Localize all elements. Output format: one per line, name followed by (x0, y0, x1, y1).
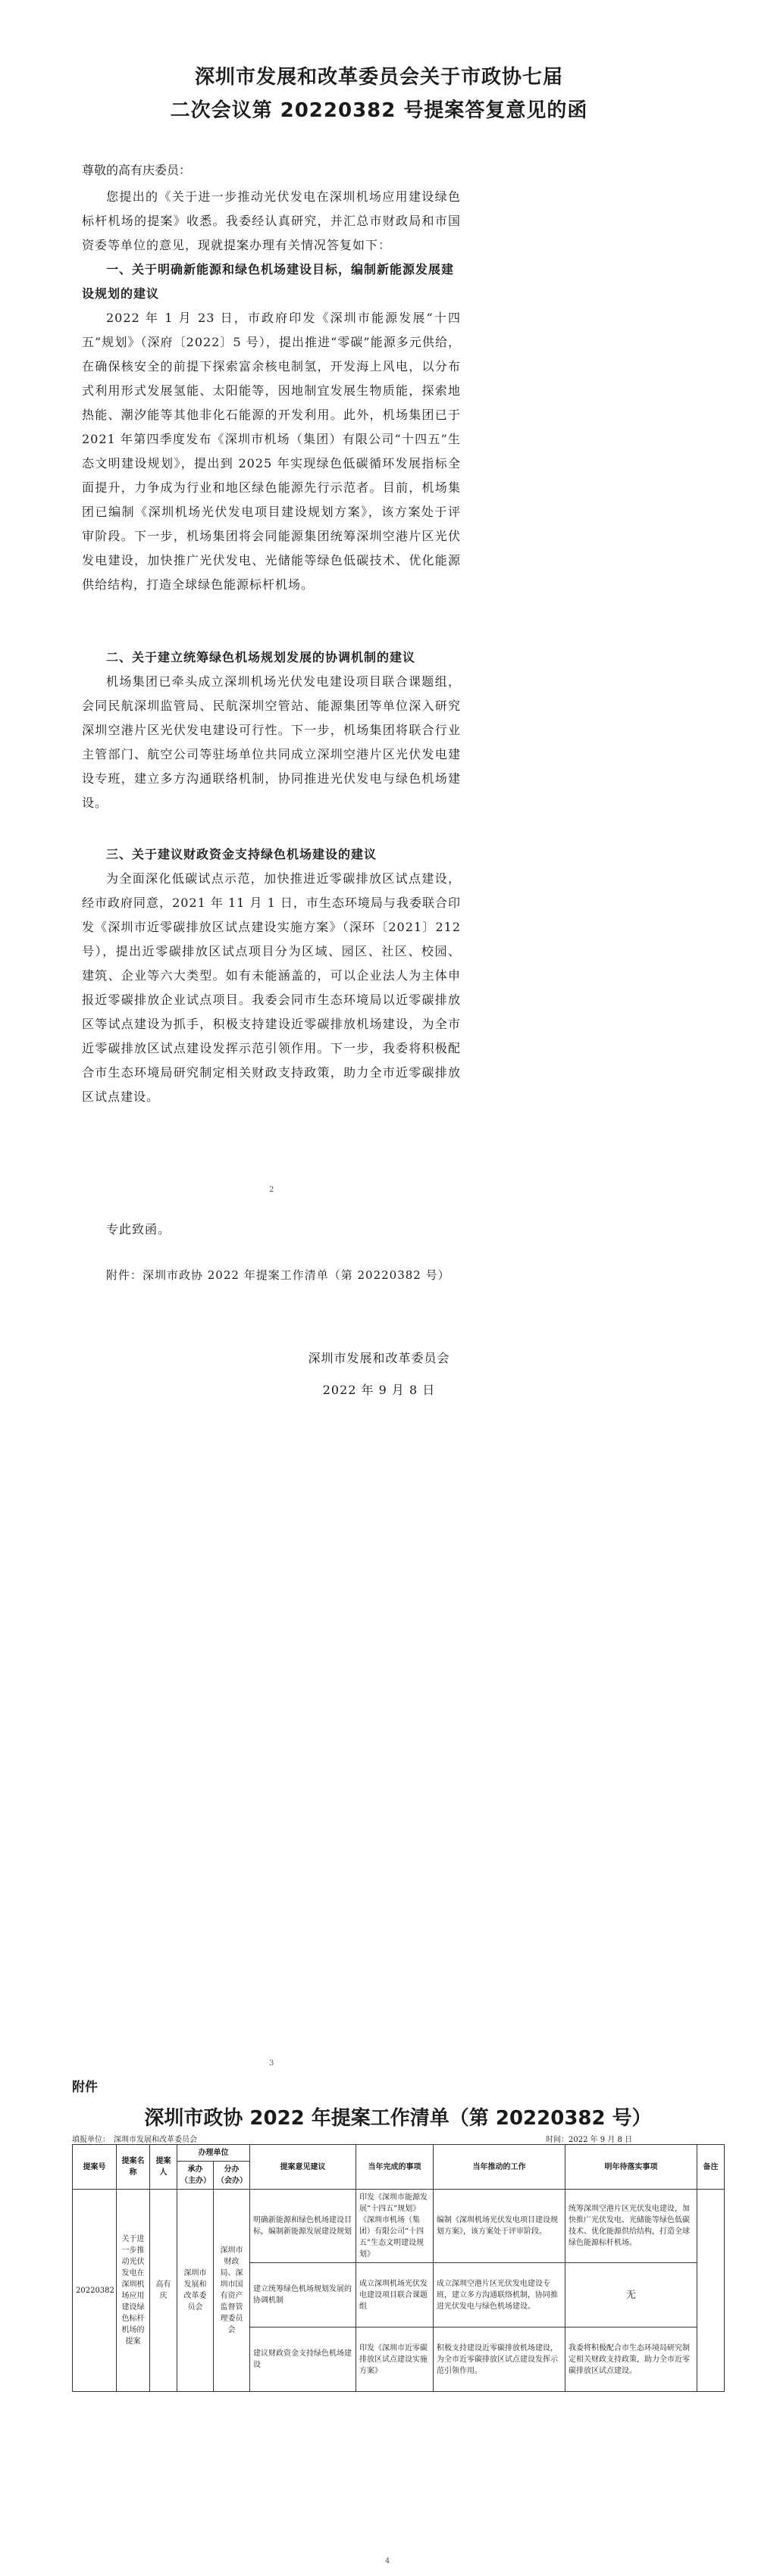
heading-1: 一、关于明确新能源和绿色机场建设目标，编制新能源发展建设规划的建议 (82, 262, 455, 301)
cell-host: 深圳市发展和改革委员会 (177, 2190, 214, 2392)
letter-title-line1: 深圳市发展和改革委员会关于市政协七届 (194, 66, 563, 89)
header-co: 分办（会办） (214, 2162, 250, 2190)
paragraph-3: 为全面深化低碳试点示范，加快推进近零碳排放区试点建设，经市政府同意，2021 年 11 月 1 日，市生态环境局与我委联合印发《深圳市近零碳排放区试点建设实施方案》（深环〔2021〕212 号），提出近零碳排放区试点项目分为区域、园区、社区、校园、建筑、企业等六大类型。如有未能涵盖的，可以企业法人为主体申报近零碳排放企业试点项目。我委会同市生态环境局以近零碳排放区等试点建设为抓手，积极支持建设近零碳排放机场建设，为全市近零碳排放区试点建设发挥示范引领作用。下一步，我委将积极配合市生态环境局研究制定相关财政支持政策，助力全市近零碳排放区试点建设。 (82, 871, 461, 1104)
attachment-label: 附件 (72, 2080, 98, 2095)
heading-3: 三、关于建议财政资金支持绿色机场建设的建议 (106, 847, 377, 861)
attachment-title: 深圳市政协 2022 年提案工作清单（第 20220382 号） (144, 2107, 652, 2130)
header-units: 办理单位 (177, 2145, 250, 2162)
attachment-note: 附件：深圳市政协 2022 年提案工作清单（第 20220382 号） (106, 1268, 450, 1282)
header-proposal-no: 提案号 (73, 2145, 117, 2190)
cell-proposer: 高有庆 (150, 2190, 177, 2392)
cell-proposal-title: 关于进一步推动光伏发电在深圳机场应用建设绿色标杆机场的提案 (117, 2190, 150, 2392)
cell-done: 印发《深圳市近零碳排放区试点建设实施方案》 (356, 2327, 434, 2392)
cell-next-year: 统筹深圳空港片区光伏发电建设，加快推广光伏发电、光储能等绿色低碳技术、优化能源供给结构，打造全球绿色能源标杆机场。 (565, 2190, 697, 2263)
cell-next-year: 无 (565, 2263, 697, 2327)
heading-2: 二、关于建立统筹绿色机场规划发展的协调机制的建议 (106, 650, 416, 664)
header-remark: 备注 (697, 2145, 725, 2190)
cell-remark (697, 2190, 725, 2392)
cell-done: 成立深圳机场光伏发电建设项目联合课题组 (356, 2263, 434, 2327)
cell-next-year: 我委将积极配合市生态环境局研究制定相关财政支持政策，助力全市近零碳排放区试点建设。 (565, 2327, 697, 2392)
proposal-work-table (72, 2144, 725, 2392)
cell-suggestion: 明确新能源和绿色机场建设目标，编制新能源发展建设规划 (250, 2190, 356, 2263)
cell-pushing: 成立深圳空港片区光伏发电建设专班，建立多方沟通联络机制，协同推进光伏发电与绿色机场建设。 (434, 2263, 565, 2327)
page-number-3: 3 (269, 2059, 274, 2068)
closing-text: 专此致函。 (106, 1222, 171, 1236)
fill-unit: 填报单位： 深圳市发展和改革委员会 (72, 2136, 197, 2144)
header-pushing: 当年推动的工作 (434, 2145, 565, 2190)
cell-co: 深圳市财政局、深圳市国有资产监督管理委员会 (214, 2190, 250, 2392)
page-number-4: 4 (385, 2557, 390, 2565)
cell-proposal-no: 20220382 (73, 2190, 117, 2392)
header-next-year: 明年待落实事项 (565, 2145, 697, 2190)
header-suggestion: 提案意见建议 (250, 2145, 356, 2190)
page-number-2: 2 (269, 1186, 274, 1194)
paragraph-2: 机场集团已牵头成立深圳机场光伏发电建设项目联合课题组，会同民航深圳监管局、民航深圳空管站、能源集团等单位深入研究深圳空港片区光伏发电建设可行性。下一步，机场集团将联合行业主管部门、航空公司等驻场单位共同成立深圳空港片区光伏发电建设专班，建立多方沟通联络机制，协同推进光伏发电与绿色机场建设。 (82, 674, 461, 810)
header-done: 当年完成的事项 (356, 2145, 434, 2190)
table-header-row (73, 2145, 725, 2162)
cell-done: 印发《深圳市能源发展“十四五”规划》《深圳市机场（集团）有限公司“十四五”生态文明建设规划》 (356, 2190, 434, 2263)
letter-title-line2: 二次会议第 20220382 号提案答复意见的函 (170, 99, 588, 122)
header-proposer: 提案人 (150, 2145, 177, 2190)
letter-date: 2022 年 9 月 8 日 (322, 1383, 436, 1397)
signer: 深圳市发展和改革委员会 (308, 1351, 450, 1365)
paragraph-1: 2022 年 1 月 23 日，市政府印发《深圳市能源发展“十四五”规划》（深府〔2022〕5 号），提出推进“零碳”能源多元供给，在确保核安全的前提下探索富余核电制氢，开发海上风电，以分布式利用形式发展氢能、太阳能等，因地制宜发展生物质能，探索地热能、潮汐能等其他非化石能源的开发利用。此外，机场集团已于 2021 年第四季度发布《深圳市机场（集团）有限公司“十四五”生态文明建设规划》，提出到 2025 年实现绿色低碳循环发展指标全面提升，力争成为行业和地区绿色能源先行示范者。目前，机场集团已编制《深圳机场光伏发电项目建设规划方案》，该方案处于评审阶段。下一步，机场集团将会同能源集团统筹深圳空港片区光伏发电建设，加快推广光伏发电、光储能等绿色低碳技术、优化能源供给结构，打造全球绿色能源标杆机场。 (82, 311, 461, 592)
header-proposal-title: 提案名称 (117, 2145, 150, 2190)
header-host: 承办（主办） (177, 2162, 214, 2190)
fill-time: 时间：2022 年 9 月 8 日 (546, 2136, 633, 2144)
intro-paragraph: 您提出的《关于进一步推动光伏发电在深圳机场应用建设绿色标杆机场的提案》收悉。我委经认真研究，并汇总市财政局和市国资委等单位的意见，现就提案办理有关情况答复如下： (82, 189, 461, 252)
salutation: 尊敬的高有庆委员： (82, 163, 192, 177)
cell-pushing: 编制《深圳机场光伏发电项目建设规划方案》，该方案处于评审阶段。 (434, 2190, 565, 2263)
cell-pushing: 积极支持建设近零碳排放机场建设，为全市近零碳排放区试点建设发挥示范引领作用。 (434, 2327, 565, 2392)
table-row (73, 2190, 725, 2263)
cell-suggestion: 建议财政资金支持绿色机场建设 (250, 2327, 356, 2392)
cell-suggestion: 建立统筹绿色机场规划发展的协调机制 (250, 2263, 356, 2327)
